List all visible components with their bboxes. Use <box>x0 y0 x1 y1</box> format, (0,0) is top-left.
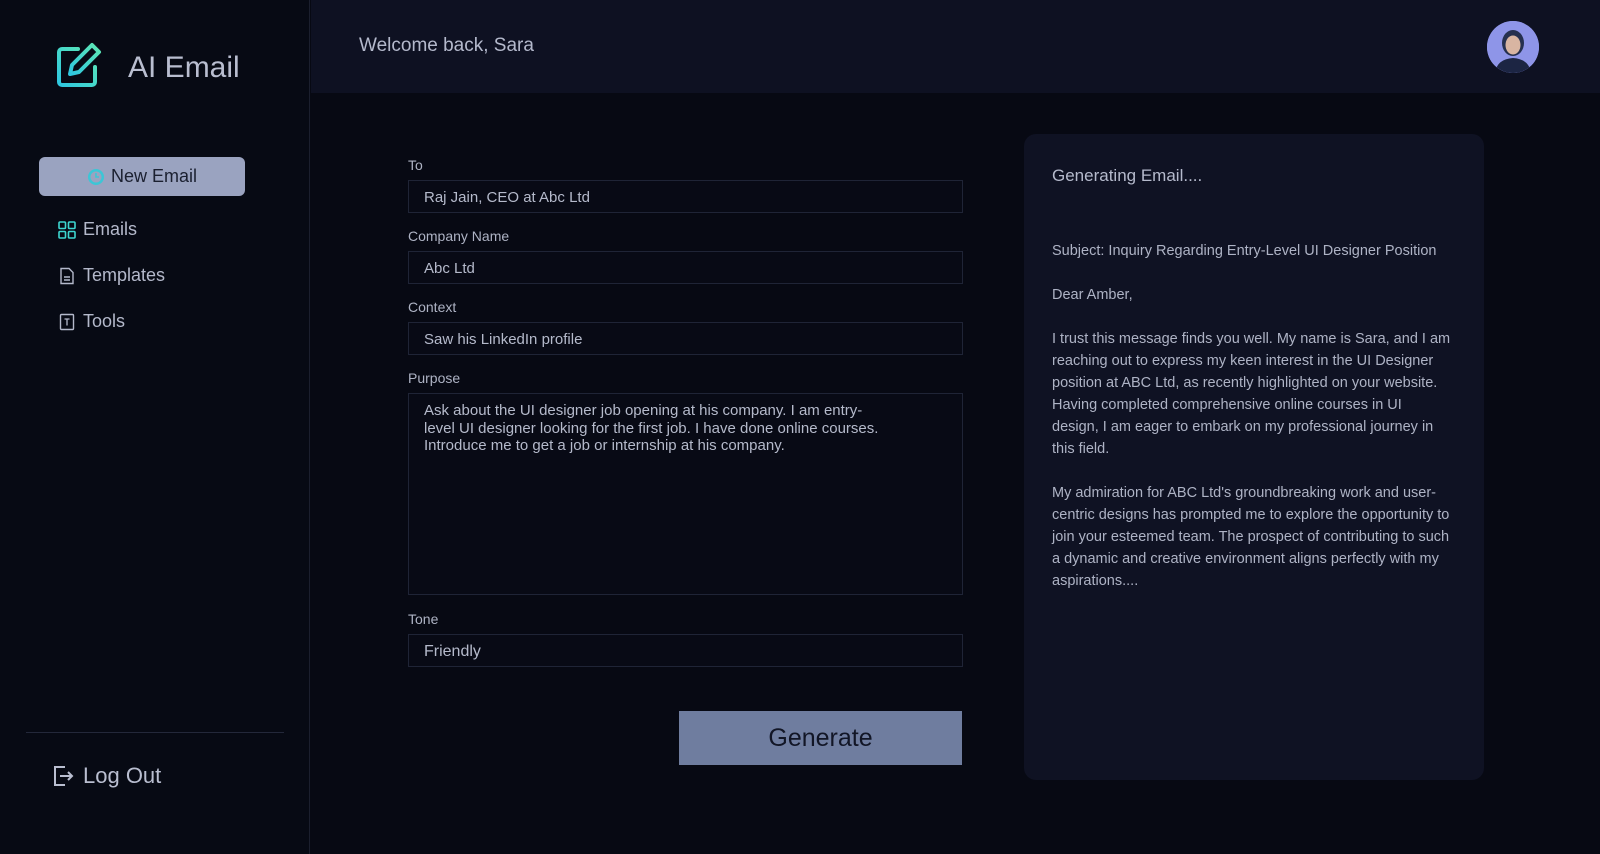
purpose-label: Purpose <box>408 370 461 386</box>
grid-icon <box>58 221 76 239</box>
user-avatar-icon <box>1487 21 1539 73</box>
brand <box>54 40 240 95</box>
email-subject: Subject: Inquiry Regarding Entry-Level UI Designer Position <box>1052 243 1437 259</box>
header <box>311 0 1600 93</box>
sidebar-divider <box>26 732 284 733</box>
generated-email-panel <box>1024 134 1484 780</box>
to-label: To <box>408 157 423 173</box>
sidebar-item-label: Tools <box>83 311 126 331</box>
tone-label: Tone <box>408 611 439 627</box>
new-email-button[interactable] <box>39 157 245 196</box>
context-field[interactable]: Saw his LinkedIn profile <box>408 322 963 355</box>
email-paragraph: I trust this message finds you well. My name is Sara, and I am reaching out to express my keen interest in the UI Designer position at ABC Ltd, as recently highlighted on your website. Having completed comprehensive online courses in UI design, I am eager to embark on my professional journey in this field. <box>1052 331 1451 457</box>
sidebar-item-emails[interactable] <box>58 219 137 240</box>
sidebar <box>0 0 310 854</box>
sidebar-item-tools[interactable] <box>58 311 125 332</box>
purpose-textarea[interactable]: Ask about the UI designer job opening at his company. I am entry- level UI designer looking for the first job. I have done online courses. Introduce me to get a job or internship at his company. <box>408 393 963 595</box>
email-paragraph: My admiration for ABC Ltd's groundbreaking work and user-centric designs has prompted me to explore the opportunity to join your esteemed team. The prospect of contributing to such a dynamic and creative environment aligns perfectly with my aspirations.... <box>1052 485 1450 589</box>
document-icon <box>58 267 76 285</box>
sidebar-item-label: Emails <box>83 219 138 239</box>
sidebar-item-label: Templates <box>83 265 166 285</box>
email-greeting: Dear Amber, <box>1052 287 1133 303</box>
avatar[interactable] <box>1487 21 1539 73</box>
company-name-field[interactable]: Abc Ltd <box>408 251 963 284</box>
app-title: AI Email <box>128 50 240 84</box>
text-tool-icon <box>58 313 76 331</box>
company-name-label: Company Name <box>408 228 510 244</box>
sidebar-item-templates[interactable] <box>58 265 165 286</box>
tone-field[interactable]: Friendly <box>408 634 963 667</box>
edit-square-icon <box>54 40 104 95</box>
generate-button[interactable]: Generate <box>679 711 962 765</box>
logout-label: Log Out <box>83 763 162 788</box>
output-title: Generating Email.... <box>1052 166 1203 185</box>
clock-icon <box>87 168 105 186</box>
logout-icon <box>51 764 75 788</box>
new-email-label: New Email <box>110 166 198 186</box>
to-field[interactable]: Raj Jain, CEO at Abc Ltd <box>408 180 963 213</box>
generated-email-body <box>1052 240 1452 614</box>
context-label: Context <box>408 299 457 315</box>
welcome-text: Welcome back, Sara <box>359 35 534 56</box>
logout-button[interactable] <box>51 763 161 789</box>
